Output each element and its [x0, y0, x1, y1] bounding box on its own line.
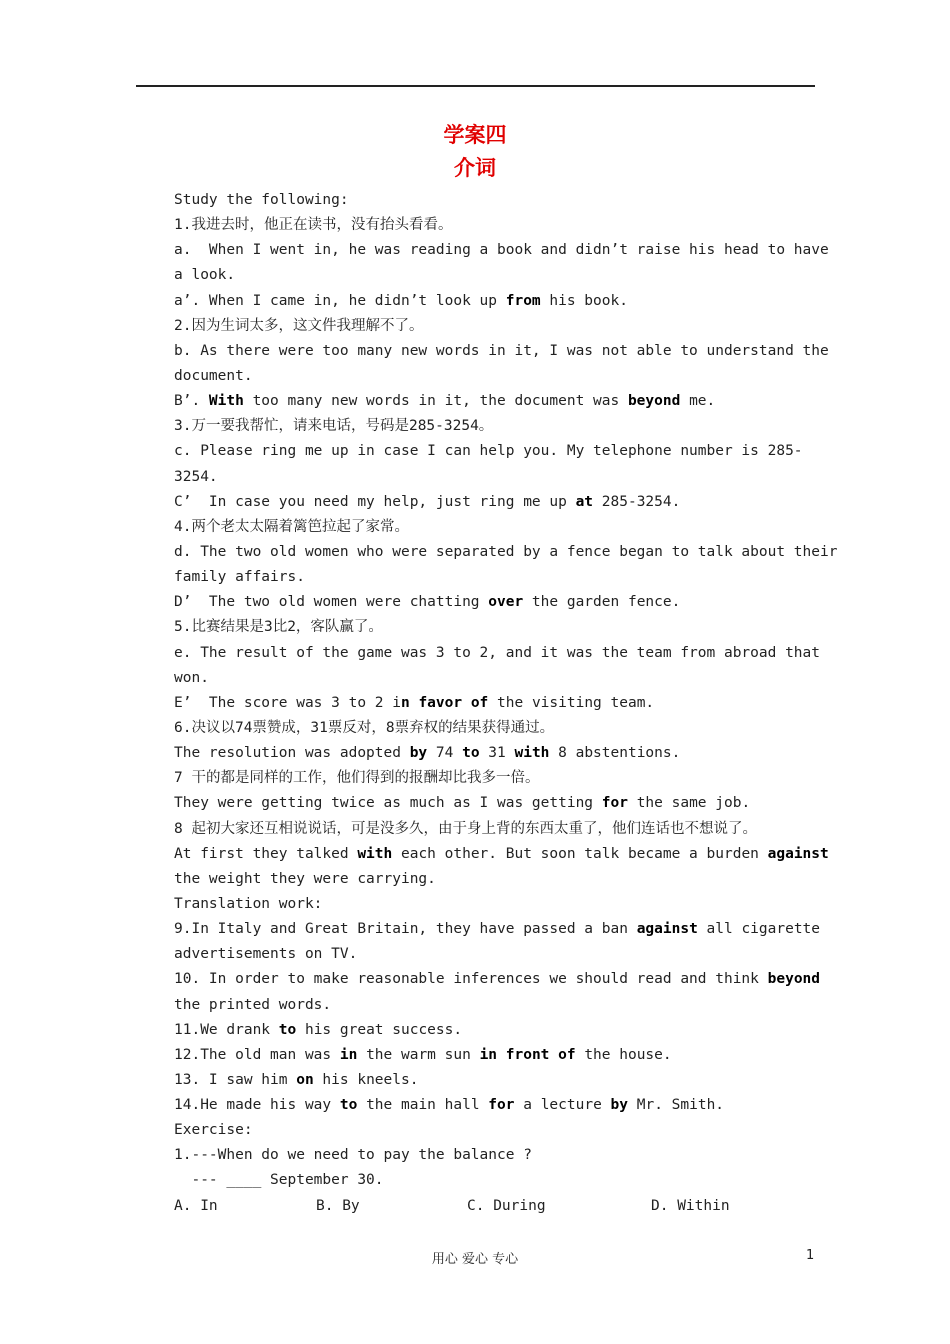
text-line	[174, 741, 816, 766]
answer-option: B. By	[316, 1197, 360, 1214]
text-segment: a look.	[174, 267, 236, 284]
text-segment: --- ____ September 30.	[174, 1172, 384, 1189]
bold-keyword: with	[514, 745, 550, 762]
text-segment: a lecture	[514, 1097, 611, 1114]
text-segment: D’ The two old women were chatting	[174, 594, 489, 611]
text-line	[174, 766, 816, 791]
text-line	[174, 590, 816, 615]
bold-keyword: n favor of	[400, 694, 489, 711]
text-segment: Study the following:	[174, 192, 349, 208]
text-line	[174, 1118, 816, 1143]
text-segment: 5.比赛结果是3比2，客队赢了。	[174, 619, 383, 636]
text-segment: the main hall	[357, 1097, 489, 1114]
text-segment: Mr. Smith.	[628, 1097, 725, 1114]
text-line	[174, 615, 816, 640]
text-segment: the weight they were carrying.	[174, 870, 436, 887]
text-line	[174, 490, 816, 515]
answer-options	[174, 1194, 816, 1219]
bold-keyword: against	[767, 845, 829, 862]
text-segment: document.	[174, 367, 253, 384]
bold-keyword: to	[462, 745, 480, 762]
bold-keyword: against	[636, 921, 698, 938]
text-segment: Translation work:	[174, 895, 323, 912]
bold-keyword: from	[505, 292, 541, 309]
answer-option: C. During	[467, 1197, 546, 1214]
text-segment: the printed words.	[174, 996, 332, 1013]
bold-keyword: over	[488, 594, 524, 611]
text-line	[174, 515, 816, 540]
document-body	[174, 188, 838, 1219]
answer-option: D. Within	[651, 1197, 730, 1214]
text-line	[174, 1068, 816, 1093]
text-segment: They were getting twice as much as I was getting	[174, 795, 602, 812]
text-line	[174, 817, 816, 842]
text-segment: 6.决议以74票赞成，31票反对，8票弃权的结果获得通过。	[174, 719, 555, 736]
text-segment: 14.He made his way	[174, 1097, 340, 1114]
text-segment: won.	[174, 669, 209, 686]
text-segment: d. The two old women who were separated by a fence began to talk about their	[174, 543, 838, 560]
text-line	[174, 716, 816, 741]
text-segment: a. When I went in, he was reading a book and didn’t raise his head to have	[174, 242, 829, 259]
text-line	[174, 1143, 816, 1168]
text-line	[174, 1018, 816, 1043]
text-line	[174, 942, 816, 967]
text-line	[174, 917, 821, 942]
text-line	[174, 439, 816, 464]
text-line	[174, 339, 829, 364]
page-number: 1	[806, 1248, 815, 1263]
text-segment: At first they talked	[174, 845, 358, 862]
text-line	[174, 213, 816, 238]
text-line	[174, 691, 816, 716]
text-line	[174, 414, 816, 439]
text-segment: family affairs.	[174, 569, 305, 586]
text-segment: too many new words in it, the document was	[243, 393, 628, 410]
text-line	[174, 892, 816, 917]
text-line	[174, 465, 816, 490]
text-segment: B’.	[174, 393, 209, 410]
text-line	[174, 1093, 816, 1118]
text-line	[174, 389, 816, 414]
text-line	[174, 314, 816, 339]
text-segment: 7 干的都是同样的工作，他们得到的报酬却比我多一倍。	[174, 770, 540, 787]
text-line	[174, 188, 816, 213]
text-line	[174, 289, 816, 314]
text-line	[174, 791, 816, 816]
text-segment: 8 起初大家还互相说说话，可是没多久，由于身上背的东西太重了，他们连话也不想说了。	[174, 820, 757, 837]
text-line	[174, 967, 821, 992]
text-segment: c. Please ring me up in case I can help you. My telephone number is 285-	[174, 443, 803, 460]
text-segment: 2.因为生词太多，这文件我理解不了。	[174, 317, 424, 334]
bold-keyword: in	[339, 1046, 358, 1063]
text-line	[174, 993, 816, 1018]
text-segment: the visiting team.	[488, 694, 655, 711]
text-segment: 11.We drank	[174, 1021, 279, 1038]
text-segment: 1.---When do we need to pay the balance ?	[174, 1147, 532, 1164]
text-segment: The resolution was adopted	[174, 745, 410, 762]
text-segment: 12.The old man was	[174, 1046, 340, 1063]
bold-keyword: by	[610, 1097, 628, 1114]
text-line	[174, 540, 838, 565]
text-segment: 74	[427, 745, 463, 762]
bold-keyword: beyond	[767, 971, 821, 988]
text-segment: b. As there were too many new words in it, I was not able to understand the	[174, 342, 829, 359]
text-segment: advertisements on TV.	[174, 946, 358, 963]
text-segment: each other. But soon talk became a burden	[392, 845, 768, 862]
text-line	[174, 364, 816, 389]
bold-keyword: for	[488, 1097, 515, 1114]
text-segment: 4.两个老太太隔着篱笆拉起了家常。	[174, 518, 409, 535]
answer-option: A. In	[174, 1197, 218, 1214]
page-subtitle: 介词	[454, 156, 496, 180]
text-line	[174, 867, 816, 892]
header-rule	[136, 85, 815, 87]
text-segment: me.	[680, 393, 716, 410]
text-segment: his kneels.	[313, 1071, 419, 1088]
text-line	[174, 641, 821, 666]
bold-keyword: in front of	[479, 1046, 576, 1063]
bold-keyword: to	[278, 1021, 297, 1038]
text-segment: 8 abstentions.	[549, 745, 681, 762]
text-segment: the warm sun	[357, 1046, 480, 1063]
page-footer: 用心 爱心 专心	[431, 1252, 519, 1267]
text-line	[174, 565, 816, 590]
text-segment: C’ In case you need my help, just ring me up	[174, 493, 576, 510]
text-segment: the garden fence.	[523, 594, 681, 611]
text-line	[174, 842, 829, 867]
text-segment: 9.In Italy and Great Britain, they have passed a ban	[174, 921, 637, 938]
page-title: 学案四	[443, 123, 507, 147]
text-segment: 31	[479, 745, 515, 762]
text-segment: E’ The score was 3 to 2 i	[174, 694, 401, 711]
text-segment: Exercise:	[174, 1122, 253, 1139]
text-segment: 3.万一要我帮忙，请来电话，号码是285-3254。	[174, 418, 494, 435]
text-segment: 3254.	[174, 468, 218, 485]
text-line	[174, 238, 829, 263]
bold-keyword: With	[208, 393, 244, 410]
text-segment: 1.我进去时，他正在读书，没有抬头看看。	[174, 217, 453, 234]
text-segment: a’. When I came in, he didn’t look up	[174, 292, 506, 309]
text-segment: e. The result of the game was 3 to 2, and it was the team from abroad that	[174, 644, 821, 661]
bold-keyword: at	[575, 493, 594, 510]
text-segment: the same job.	[627, 795, 751, 812]
text-segment: 285-3254.	[593, 493, 681, 510]
text-segment: 10. In order to make reasonable inferences we should read and think	[174, 971, 768, 988]
bold-keyword: on	[296, 1071, 314, 1088]
text-segment: his book.	[540, 292, 628, 309]
text-line	[174, 1168, 816, 1193]
bold-keyword: to	[339, 1097, 358, 1114]
bold-keyword: by	[409, 745, 428, 762]
text-segment: the house.	[575, 1046, 672, 1063]
text-line	[174, 666, 816, 691]
bold-keyword: beyond	[627, 393, 681, 410]
bold-keyword: with	[357, 845, 393, 862]
text-segment: his great success.	[296, 1021, 463, 1038]
text-segment: 13. I saw him	[174, 1071, 297, 1088]
text-segment: all cigarette	[697, 921, 821, 938]
text-line	[174, 263, 816, 288]
text-line	[174, 1043, 816, 1068]
bold-keyword: for	[601, 795, 628, 812]
